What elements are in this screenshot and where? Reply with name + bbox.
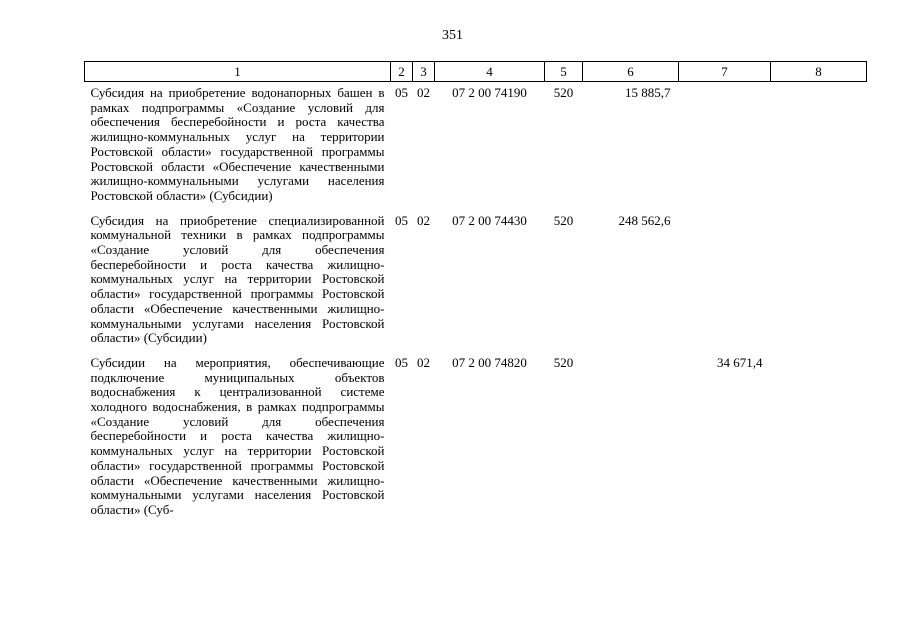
table-row bbox=[85, 352, 867, 524]
column-header-7: 7 bbox=[679, 62, 771, 82]
table-row bbox=[85, 210, 867, 352]
row-amount-8 bbox=[771, 352, 867, 524]
row-section: 05 bbox=[395, 354, 408, 370]
column-header-4: 4 bbox=[435, 62, 545, 82]
row-amount-7 bbox=[679, 82, 771, 210]
row-amount-7 bbox=[679, 210, 771, 352]
row-target-code: 07 2 00 74190 bbox=[452, 85, 527, 100]
table-header-row bbox=[85, 62, 867, 82]
row-amount-8 bbox=[771, 82, 867, 210]
page-number: 351 bbox=[442, 28, 463, 43]
row-name: Субсидия на приобретение водонапорных башен в рамках подпрограммы «Создание условий для обеспечения бесперебойности и роста качества жилищно-коммунальных услуг на территории Ростовской области» государственной программы Ростовской области «Обеспечение качественными жилищно-коммунальными услугами населения Ростовской области» (Субсидии) bbox=[90, 85, 385, 203]
row-amount-6: 248 562,6 bbox=[618, 212, 671, 228]
row-amount-8 bbox=[771, 210, 867, 352]
row-amount-6 bbox=[583, 352, 679, 524]
column-header-1: 1 bbox=[85, 62, 391, 82]
column-header-6: 6 bbox=[583, 62, 679, 82]
column-header-8: 8 bbox=[771, 62, 867, 82]
row-expense-type: 520 bbox=[553, 212, 574, 228]
row-expense-type: 520 bbox=[553, 85, 574, 100]
row-subsection: 02 bbox=[417, 85, 430, 100]
row-amount-6: 15 885,7 bbox=[625, 85, 671, 100]
row-target-code: 07 2 00 74820 bbox=[452, 354, 527, 370]
row-name: Субсидия на приобретение специализированной коммунальной техники в рамках подпрограммы «Создание условий для обеспечения бесперебойности и роста качества жилищно-коммунальных услуг на территории Ростовской области» государственной программы Ростовской области «Обеспечение качественными жилищно-коммунальными услугами населения Ростовской области» (Субсидии) bbox=[90, 212, 385, 346]
column-header-2: 2 bbox=[391, 62, 413, 82]
table-row bbox=[85, 82, 867, 210]
row-expense-type: 520 bbox=[553, 354, 574, 370]
row-name: Субсидии на мероприятия, обеспечивающие подключение муниципальных объектов водоснабжения к централизованной системе холодного водоснабжения, в рамках подпрограммы «Создание условий для обеспечения бесперебойности и роста качества жилищно-коммунальных услуг на территории Ростовской области» государственной программы Ростовской области «Обеспечение качественными жилищно-коммунальными услугами населения Ростовской области» (Суб- bbox=[90, 354, 385, 517]
row-subsection: 02 bbox=[417, 354, 430, 370]
row-section: 05 bbox=[395, 212, 408, 228]
row-target-code: 07 2 00 74430 bbox=[452, 212, 527, 228]
row-section: 05 bbox=[395, 85, 408, 100]
budget-table bbox=[84, 61, 867, 524]
row-subsection: 02 bbox=[417, 212, 430, 228]
column-header-3: 3 bbox=[413, 62, 435, 82]
column-header-5: 5 bbox=[545, 62, 583, 82]
row-amount-7: 34 671,4 bbox=[717, 354, 763, 370]
